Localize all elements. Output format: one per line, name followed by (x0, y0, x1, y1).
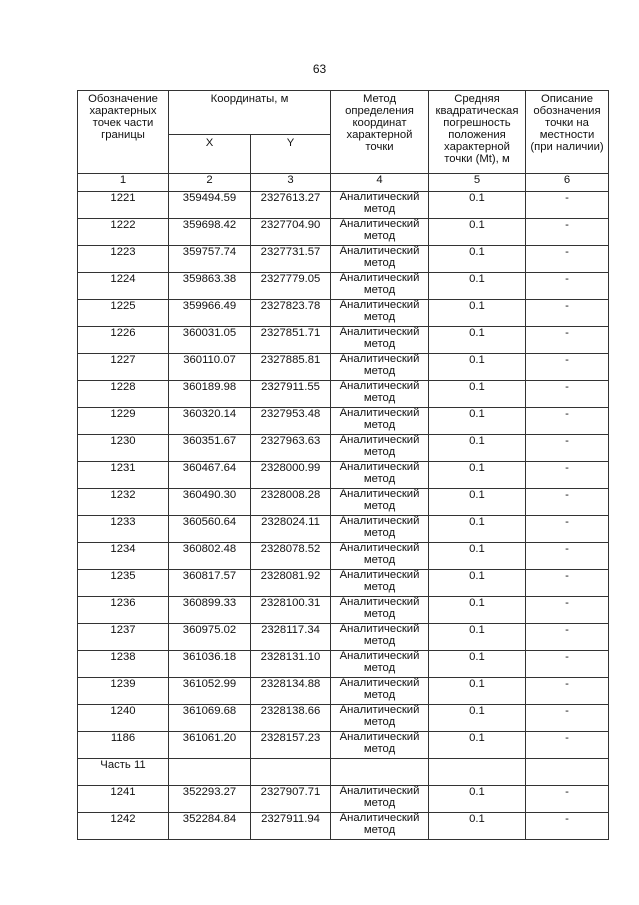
cell-error: 0.1 (429, 732, 526, 759)
cell-point-id: 1230 (78, 435, 169, 462)
cell-error: 0.1 (429, 435, 526, 462)
cell-description: - (526, 300, 609, 327)
cell-x: 352293.27 (169, 786, 251, 813)
cell-description: - (526, 786, 609, 813)
cell-method: Аналитический метод (331, 381, 429, 408)
cell-x: 359494.59 (169, 192, 251, 219)
cell-error: 0.1 (429, 516, 526, 543)
header-x: X (169, 135, 251, 174)
cell-y: 2327823.78 (251, 300, 331, 327)
cell-x: 360189.98 (169, 381, 251, 408)
cell-description: - (526, 624, 609, 651)
cell-method: Аналитический метод (331, 813, 429, 840)
cell-x: 360490.30 (169, 489, 251, 516)
cell-error: 0.1 (429, 489, 526, 516)
cell-error: 0.1 (429, 678, 526, 705)
cell-error: 0.1 (429, 543, 526, 570)
page-number: 63 (312, 62, 327, 76)
cell-description: - (526, 435, 609, 462)
cell-point-id: 1234 (78, 543, 169, 570)
cell-method: Аналитический метод (331, 489, 429, 516)
table-row (78, 489, 609, 516)
cell-y: 2327613.27 (251, 192, 331, 219)
cell-method: Аналитический метод (331, 354, 429, 381)
table-row (78, 327, 609, 354)
cell-x: 360031.05 (169, 327, 251, 354)
cell-point-id: 1227 (78, 354, 169, 381)
cell-error: 0.1 (429, 786, 526, 813)
cell-y: 2328131.10 (251, 651, 331, 678)
cell-y: 2327851.71 (251, 327, 331, 354)
cell-description: - (526, 651, 609, 678)
cell-error: 0.1 (429, 651, 526, 678)
cell-y: 2328024.11 (251, 516, 331, 543)
table-row (78, 192, 609, 219)
cell-point-id: 1224 (78, 273, 169, 300)
cell-error: 0.1 (429, 813, 526, 840)
cell-y: 2328100.31 (251, 597, 331, 624)
cell-x: 361069.68 (169, 705, 251, 732)
cell-method: Аналитический метод (331, 462, 429, 489)
cell-description: - (526, 219, 609, 246)
cell-method: Аналитический метод (331, 327, 429, 354)
cell-point-id: 1239 (78, 678, 169, 705)
cell-point-id: 1233 (78, 516, 169, 543)
section-empty-cell (169, 759, 251, 786)
cell-point-id: 1221 (78, 192, 169, 219)
cell-description: - (526, 516, 609, 543)
cell-x: 360351.67 (169, 435, 251, 462)
cell-method: Аналитический метод (331, 219, 429, 246)
table-row (78, 786, 609, 813)
cell-y: 2327779.05 (251, 273, 331, 300)
cell-y: 2328138.66 (251, 705, 331, 732)
column-number: 2 (169, 174, 251, 192)
cell-method: Аналитический метод (331, 408, 429, 435)
section-empty-cell (251, 759, 331, 786)
column-number: 4 (331, 174, 429, 192)
cell-description: - (526, 354, 609, 381)
cell-method: Аналитический метод (331, 273, 429, 300)
section-empty-cell (429, 759, 526, 786)
cell-method: Аналитический метод (331, 192, 429, 219)
cell-description: - (526, 462, 609, 489)
cell-x: 360320.14 (169, 408, 251, 435)
section-empty-cell (331, 759, 429, 786)
table-row (78, 813, 609, 840)
cell-description: - (526, 381, 609, 408)
table-row (78, 570, 609, 597)
cell-x: 360110.07 (169, 354, 251, 381)
cell-x: 352284.84 (169, 813, 251, 840)
cell-point-id: 1223 (78, 246, 169, 273)
cell-method: Аналитический метод (331, 246, 429, 273)
cell-error: 0.1 (429, 246, 526, 273)
cell-y: 2328000.99 (251, 462, 331, 489)
cell-error: 0.1 (429, 705, 526, 732)
cell-x: 359966.49 (169, 300, 251, 327)
table-row (78, 408, 609, 435)
table-row (78, 651, 609, 678)
cell-point-id: 1237 (78, 624, 169, 651)
cell-y: 2327953.48 (251, 408, 331, 435)
cell-point-id: 1236 (78, 597, 169, 624)
cell-error: 0.1 (429, 300, 526, 327)
cell-method: Аналитический метод (331, 543, 429, 570)
header-error: Средняя квадратическая погрешность положения характерной точки (Mt), м (429, 91, 526, 174)
table-row (78, 219, 609, 246)
cell-point-id: 1186 (78, 732, 169, 759)
cell-y: 2327885.81 (251, 354, 331, 381)
cell-description: - (526, 246, 609, 273)
cell-description: - (526, 192, 609, 219)
cell-description: - (526, 543, 609, 570)
cell-error: 0.1 (429, 570, 526, 597)
cell-method: Аналитический метод (331, 705, 429, 732)
cell-x: 361052.99 (169, 678, 251, 705)
cell-error: 0.1 (429, 408, 526, 435)
cell-description: - (526, 570, 609, 597)
cell-error: 0.1 (429, 219, 526, 246)
cell-y: 2327731.57 (251, 246, 331, 273)
cell-y: 2328117.34 (251, 624, 331, 651)
column-number: 5 (429, 174, 526, 192)
cell-error: 0.1 (429, 597, 526, 624)
cell-x: 360899.33 (169, 597, 251, 624)
table-row (78, 543, 609, 570)
cell-point-id: 1240 (78, 705, 169, 732)
cell-point-id: 1242 (78, 813, 169, 840)
cell-y: 2328008.28 (251, 489, 331, 516)
table-row (78, 624, 609, 651)
cell-method: Аналитический метод (331, 732, 429, 759)
cell-x: 361036.18 (169, 651, 251, 678)
cell-y: 2327704.90 (251, 219, 331, 246)
column-number-row (78, 174, 609, 192)
section-row (78, 759, 609, 786)
cell-description: - (526, 813, 609, 840)
cell-point-id: 1232 (78, 489, 169, 516)
cell-description: - (526, 705, 609, 732)
cell-point-id: 1228 (78, 381, 169, 408)
cell-point-id: 1229 (78, 408, 169, 435)
table-row (78, 516, 609, 543)
coordinates-table (77, 90, 609, 840)
cell-method: Аналитический метод (331, 651, 429, 678)
table-row (78, 705, 609, 732)
cell-y: 2327907.71 (251, 786, 331, 813)
table-row (78, 273, 609, 300)
header-row (78, 91, 609, 135)
cell-error: 0.1 (429, 381, 526, 408)
table-row (78, 732, 609, 759)
cell-method: Аналитический метод (331, 435, 429, 462)
cell-y: 2327911.55 (251, 381, 331, 408)
cell-y: 2328134.88 (251, 678, 331, 705)
cell-error: 0.1 (429, 192, 526, 219)
cell-description: - (526, 327, 609, 354)
table-row (78, 435, 609, 462)
cell-error: 0.1 (429, 327, 526, 354)
cell-error: 0.1 (429, 354, 526, 381)
cell-y: 2328081.92 (251, 570, 331, 597)
cell-point-id: 1222 (78, 219, 169, 246)
table-row (78, 354, 609, 381)
cell-method: Аналитический метод (331, 624, 429, 651)
cell-x: 359863.38 (169, 273, 251, 300)
cell-method: Аналитический метод (331, 516, 429, 543)
header-point-designation: Обозначение характерных точек части границы (78, 91, 169, 174)
table-row (78, 462, 609, 489)
cell-description: - (526, 732, 609, 759)
section-label: Часть 11 (78, 759, 169, 786)
cell-error: 0.1 (429, 624, 526, 651)
cell-method: Аналитический метод (331, 300, 429, 327)
cell-y: 2327963.63 (251, 435, 331, 462)
cell-method: Аналитический метод (331, 786, 429, 813)
header-y: Y (251, 135, 331, 174)
cell-point-id: 1225 (78, 300, 169, 327)
cell-x: 360560.64 (169, 516, 251, 543)
cell-point-id: 1241 (78, 786, 169, 813)
column-number: 1 (78, 174, 169, 192)
section-empty-cell (526, 759, 609, 786)
table-row (78, 246, 609, 273)
cell-point-id: 1235 (78, 570, 169, 597)
cell-method: Аналитический метод (331, 570, 429, 597)
cell-y: 2328157.23 (251, 732, 331, 759)
cell-description: - (526, 597, 609, 624)
cell-method: Аналитический метод (331, 597, 429, 624)
cell-x: 360817.57 (169, 570, 251, 597)
cell-x: 360975.02 (169, 624, 251, 651)
cell-point-id: 1238 (78, 651, 169, 678)
table-row (78, 597, 609, 624)
column-number: 3 (251, 174, 331, 192)
cell-x: 359757.74 (169, 246, 251, 273)
cell-error: 0.1 (429, 462, 526, 489)
table-row (78, 300, 609, 327)
table-row (78, 678, 609, 705)
cell-description: - (526, 273, 609, 300)
cell-method: Аналитический метод (331, 678, 429, 705)
cell-point-id: 1231 (78, 462, 169, 489)
cell-description: - (526, 408, 609, 435)
cell-x: 360802.48 (169, 543, 251, 570)
cell-x: 360467.64 (169, 462, 251, 489)
cell-x: 359698.42 (169, 219, 251, 246)
column-number: 6 (526, 174, 609, 192)
cell-description: - (526, 489, 609, 516)
cell-point-id: 1226 (78, 327, 169, 354)
cell-x: 361061.20 (169, 732, 251, 759)
cell-description: - (526, 678, 609, 705)
header-coordinates: Координаты, м (169, 91, 331, 135)
table-row (78, 381, 609, 408)
cell-error: 0.1 (429, 273, 526, 300)
header-method: Метод определения координат характерной точки (331, 91, 429, 174)
header-description: Описание обозначения точки на местности (при наличии) (526, 91, 609, 174)
cell-y: 2327911.94 (251, 813, 331, 840)
cell-y: 2328078.52 (251, 543, 331, 570)
